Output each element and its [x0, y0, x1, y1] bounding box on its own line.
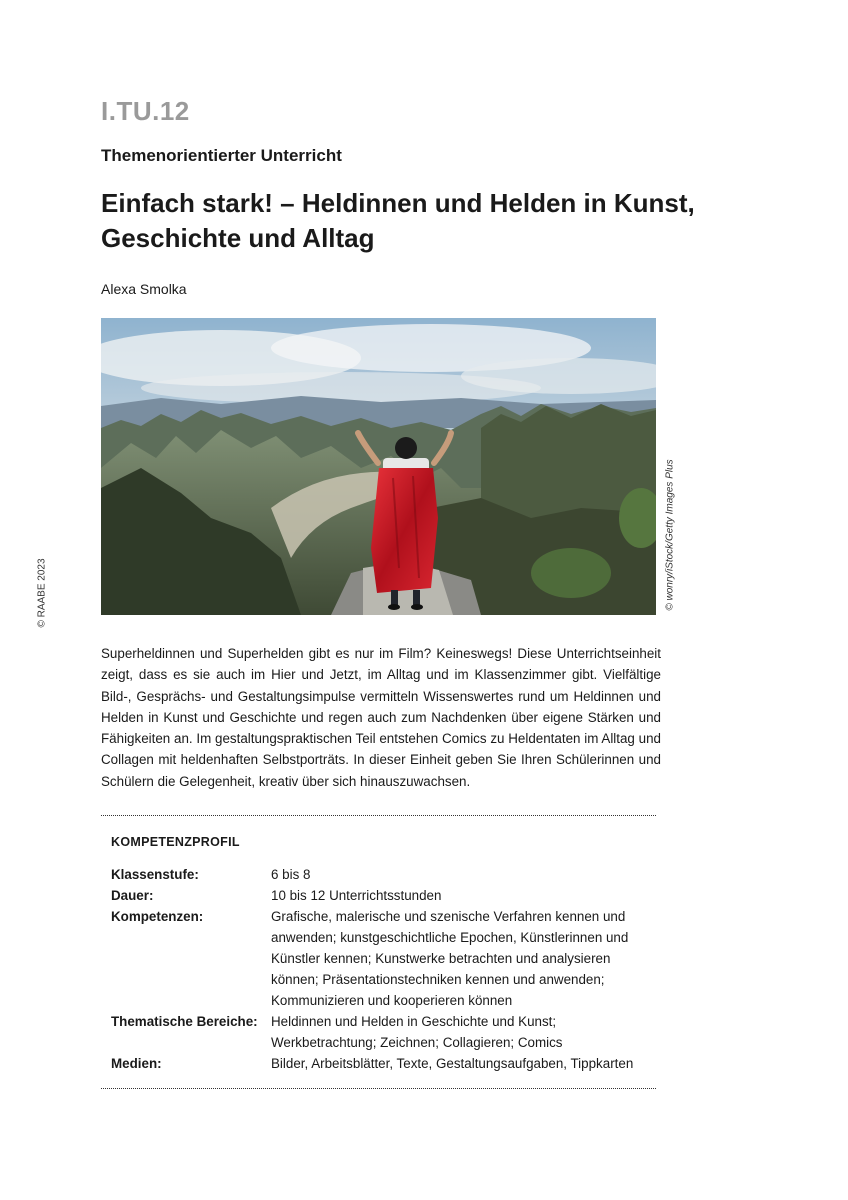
profile-value: Bilder, Arbeitsblätter, Texte, Gestaltungsaufgaben, Tippkarten: [271, 1056, 634, 1071]
profile-value: Heldinnen und Helden in Geschichte und Kunst; Werkbetrachtung; Zeichnen; Collagieren; Comics: [271, 1014, 563, 1050]
divider-top: [101, 815, 656, 816]
divider-bottom: [101, 1088, 656, 1089]
profile-value: 6 bis 8: [271, 867, 311, 882]
profile-label: Kompetenzen:: [111, 909, 204, 924]
title-line-1: Einfach stark! – Heldinnen und Helden in Kunst,: [101, 188, 695, 218]
author-name: Alexa Smolka: [101, 281, 187, 297]
profile-label: Medien:: [111, 1056, 162, 1071]
profile-value: 10 bis 12 Unterrichtsstunden: [271, 888, 442, 903]
unit-code: I.TU.12: [101, 96, 190, 126]
title-line-2: Geschichte und Alltag: [101, 223, 375, 253]
unit-category: Themenorientierter Unterricht: [101, 146, 342, 165]
profile-heading: KOMPETENZPROFIL: [111, 835, 240, 849]
cover-photo: [101, 318, 656, 615]
profile-label: Dauer:: [111, 888, 154, 903]
photo-credit: © wonry/iStock/Getty Images Plus: [664, 459, 676, 611]
profile-label: Klassenstufe:: [111, 867, 199, 882]
intro-paragraph: Superheldinnen und Superhelden gibt es nur im Film? Keineswegs! Diese Unterrichtseinheit zeigt, dass es sie auch im Hier und Jetzt, im Alltag und im Klassenzimmer gibt. Vielfältige Bild-, Gesprächs- und Gestaltungsimpulse vermitteln Wissenswertes rund um Heldinnen und Helden in Kunst und Geschichte und regen auch zum Nachdenken über eigene Stärken und Fähigkeiten an. Im gestaltungspraktischen Teil entstehen Comics zu Heldentaten im Alltag und Collagen mit heldenhaften Selbstporträts. In dieser Einheit geben Sie Ihren Schülerinnen und Schülern die Gelegenheit, kreativ über sich hinauszuwachsen.: [101, 646, 661, 789]
profile-label: Thematische Bereiche:: [111, 1014, 258, 1029]
profile-value: Grafische, malerische und szenische Verfahren kennen und anwenden; kunstgeschichtliche Epochen, Künstlerinnen und Künstler kennen; Kunstwerke betrachten und analysieren können; Präsentationstechniken kennen und anwenden; Kommunizieren und kooperieren können: [271, 909, 629, 1008]
publisher-copyright: © RAABE 2023: [36, 558, 48, 628]
page-title: [101, 186, 701, 256]
